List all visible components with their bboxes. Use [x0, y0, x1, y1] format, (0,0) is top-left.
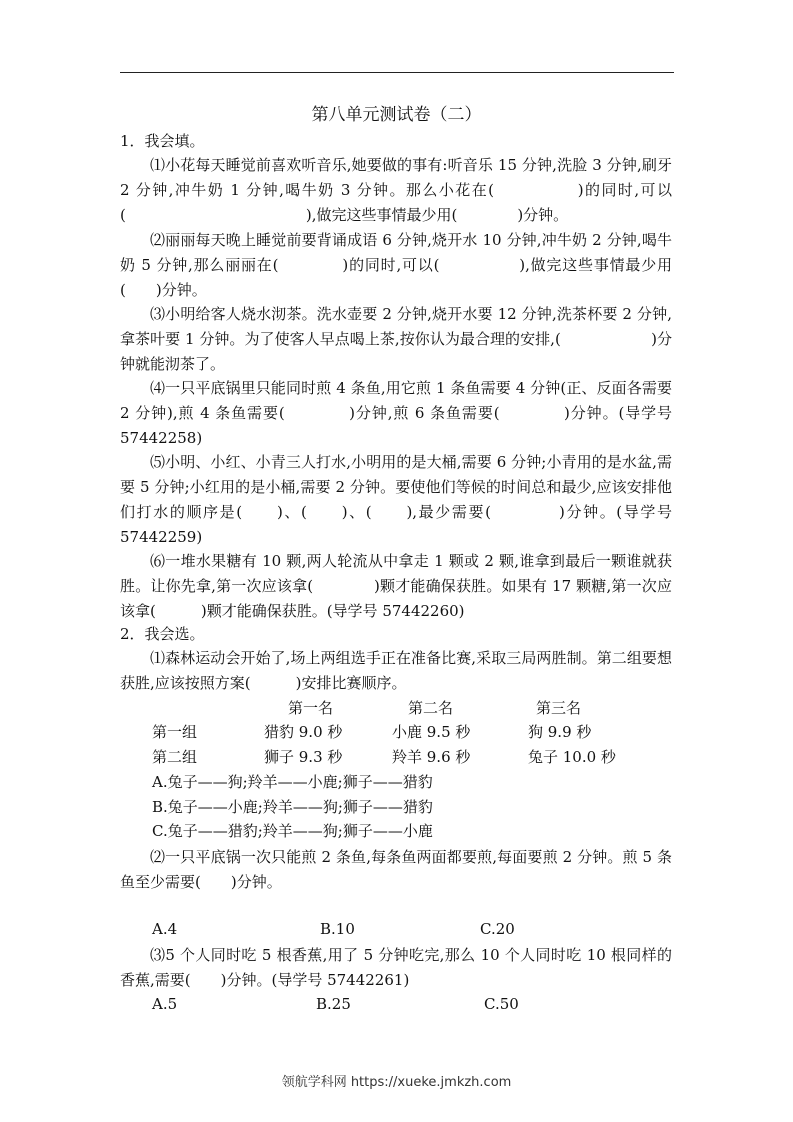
table-header-second: 第二名 — [408, 699, 454, 717]
table-header-first: 第一名 — [288, 699, 334, 717]
option-b: B.25 — [316, 995, 351, 1013]
footer-watermark: 领航学科网 https://xueke.jmkzh.com — [281, 1075, 512, 1090]
table-row — [0, 746, 793, 768]
question-2-3: ⑶5 个人同时吃 5 根香蕉,用了 5 分钟吃完,那么 10 个人同时吃 10 根同样的香蕉,需要( )分钟。(导学号 57442261) — [120, 946, 672, 989]
option-b: B.10 — [320, 920, 355, 938]
question-2-1: ⑴森林运动会开始了,场上两组选手正在准备比赛,采取三局两胜制。第二组要想获胜,应该按照方案( )安排比赛顺序。 — [120, 649, 672, 692]
table-row-label: 第一组 — [152, 723, 198, 741]
section1-heading: 1．我会填。 — [120, 132, 205, 150]
option-b: B.兔子——小鹿;羚羊——狗;狮子——猎豹 — [152, 798, 433, 816]
q3-options — [0, 993, 793, 1015]
option-a: A.兔子——狗;羚羊——小鹿;狮子——猎豹 — [152, 773, 433, 791]
table-header-third: 第三名 — [536, 699, 582, 717]
race-table-header — [0, 697, 793, 719]
question-1-4: ⑷一只平底锅里只能同时煎 4 条鱼,用它煎 1 条鱼需要 4 分钟(正、反面各需要 2 分钟),煎 4 条鱼需要( )分钟,煎 6 条鱼需要( )分钟。(导学号 57442258) — [120, 379, 672, 447]
section2-heading: 2．我会选。 — [120, 625, 205, 643]
option-c: C.兔子——猎豹;羚羊——狗;狮子——小鹿 — [152, 822, 433, 840]
q2-options — [0, 918, 793, 940]
table-row-label: 第二组 — [152, 748, 198, 766]
question-1-1: ⑴小花每天睡觉前喜欢听音乐,她要做的事有:听音乐 15 分钟,洗脸 3 分钟,刷牙 2 分钟,冲牛奶 1 分钟,喝牛奶 3 分钟。那么小花在( )的同时,可以( ),做完这些事情最少用( )分钟。 — [120, 156, 672, 224]
table-cell: 狮子 9.3 秒 — [264, 748, 343, 766]
option-c: C.20 — [480, 920, 515, 938]
question-1-3: ⑶小明给客人烧水沏茶。洗水壶要 2 分钟,烧开水要 12 分钟,洗茶杯要 2 分钟,拿茶叶要 1 分钟。为了使客人早点喝上茶,按你认为最合理的安排,( )分钟就能沏茶了。 — [120, 305, 672, 373]
table-cell: 小鹿 9.5 秒 — [392, 723, 471, 741]
question-1-6: ⑹一堆水果糖有 10 颗,两人轮流从中拿走 1 颗或 2 颗,谁拿到最后一颗谁就获胜。让你先拿,第一次应该拿( )颗才能确保获胜。如果有 17 颗糖,第一次应该拿( )颗才能确保获胜。(导学号 57442260) — [120, 552, 672, 620]
question-2-2: ⑵一只平底锅一次只能煎 2 条鱼,每条鱼两面都要煎,每面要煎 2 分钟。煎 5 条鱼至少需要( )分钟。 — [120, 848, 672, 891]
page-title: 第八单元测试卷（二） — [311, 105, 482, 125]
header-rule — [120, 72, 674, 73]
table-row — [0, 721, 793, 743]
option-a: A.5 — [152, 995, 178, 1013]
option-c: C.50 — [484, 995, 519, 1013]
table-cell: 羚羊 9.6 秒 — [392, 748, 471, 766]
question-1-5: ⑸小明、小红、小青三人打水,小明用的是大桶,需要 6 分钟;小青用的是水盆,需要 5 分钟;小红用的是小桶,需要 2 分钟。要使他们等候的时间总和最少,应该安排他们打水的顺序是( )、( )、( ),最少需要( )分钟。(导学号 57442259) — [120, 453, 672, 546]
table-cell: 狗 9.9 秒 — [528, 723, 592, 741]
option-a: A.4 — [152, 920, 178, 938]
question-1-2: ⑵丽丽每天晚上睡觉前要背诵成语 6 分钟,烧开水 10 分钟,冲牛奶 2 分钟,喝牛奶 5 分钟,那么丽丽在( )的同时,可以( ),做完这些事情最少用( )分钟。 — [120, 231, 672, 299]
table-cell: 兔子 10.0 秒 — [528, 748, 616, 766]
table-cell: 猎豹 9.0 秒 — [264, 723, 343, 741]
